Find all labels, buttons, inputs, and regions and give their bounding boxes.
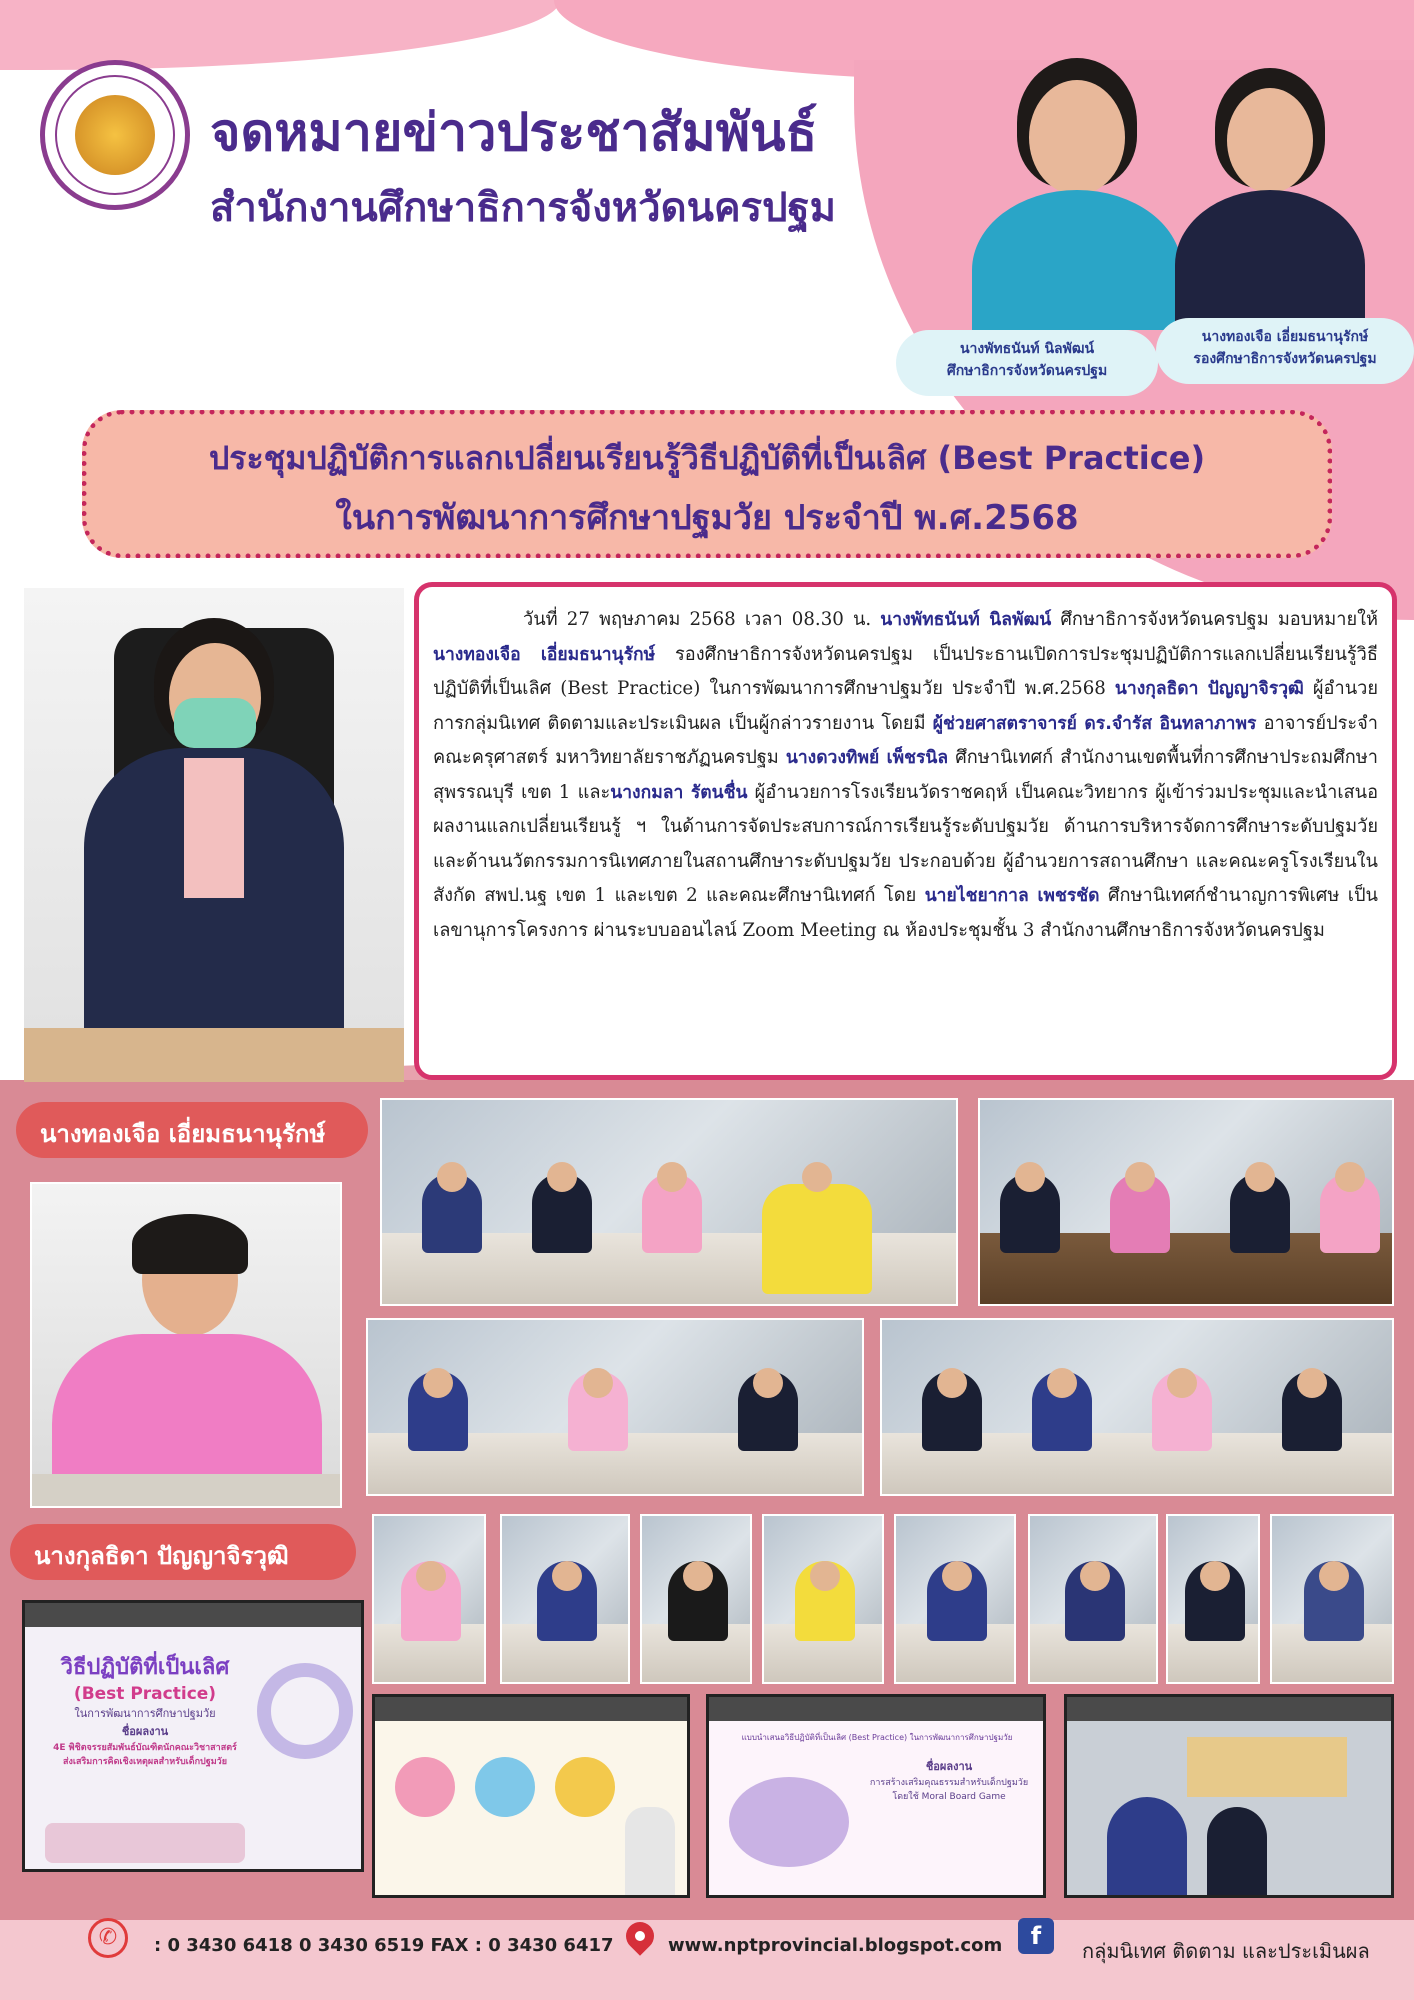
caption-director — [896, 330, 1158, 396]
slide2-line3: การสร้างเสริมคุณธรรมสำหรับเด็กปฐมวัย — [869, 1778, 1029, 1788]
meeting-photo-4 — [880, 1318, 1394, 1496]
photo-label-reporter: นางกุลธิดา ปัญญาจิรวุฒิ — [10, 1524, 356, 1580]
participant-photo-2 — [500, 1514, 630, 1684]
event-banner — [82, 410, 1332, 558]
meeting-photo-2 — [978, 1098, 1394, 1306]
slide-subtitle: (Best Practice) — [73, 1684, 217, 1704]
slide-line6: ส่งเสริมการคิดเชิงเหตุผลสำหรับเด็กปฐมวัย — [63, 1757, 227, 1767]
article-text: วันที่ 27 พฤษภาคม 2568 เวลา 08.30 น. นางพัทธนันท์ นิลพัฒน์ ศึกษาธิการจังหวัดนครปฐม มอบหมายให้ นางทองเจือ เอี่ยมธนานุรักษ์ รองศึกษาธิการจังหวัดนครปฐม เป็นประธานเปิดการประชุมปฏิบัติการแลกเปลี่ยนเรียนรู้วิธีปฏิบัติที่เป็นเลิศ (Best Practice) ในการพัฒนาการศึกษาปฐมวัย ประจำปี พ.ศ.2568 นางกุลธิดา ปัญญาจิรวุฒิ ผู้อำนวยการกลุ่มนิเทศ ติดตามและประเมินผล เป็นผู้กล่าวรายงาน โดยมี ผู้ช่วยศาสตราจารย์ ดร.จำรัส อินทลาภาพร อาจารย์ประจำคณะครุศาสตร์ มหาวิทยาลัยราชภัฏนครปฐม นางดวงทิพย์ เพ็ชรนิล ศึกษานิเทศก์ สำนักงานเขตพื้นที่การศึกษาประถมศึกษาสุพรรณบุรี เขต 1 และนางกมลา รัตนชื่น ผู้อำนวยการโรงเรียนวัดราชคฤห์ เป็นคณะวิทยากร ผู้เข้าร่วมประชุมและนำเสนอผลงานแลกเปลี่ยนเรียนรู้ ฯ ในด้านการจัดประสบการณ์การเรียนรู้ระดับปฐมวัย ด้านการบริหารจัดการศึกษาระดับปฐมวัย และด้านนวัตกรรมการนิเทศภายในสถานศึกษาระดับปฐมวัย ประกอบด้วย ผู้อำนวยการสถานศึกษา และคณะครูโรงเรียนในสังกัด สพป.นฐ เขต 1 และเขต 2 และคณะศึกษานิเทศก์ โดย นายไชยากาล เพชรชัด ศึกษานิเทศก์ชำนาญการพิเศษ เป็นเลขานุการโครงการ ผ่านระบบออนไลน์ Zoom Meeting ณ ห้องประชุมชั้น 3 สำนักงานศึกษาธิการจังหวัดนครปฐม — [433, 609, 1379, 941]
zoom-screen-meeting-room — [1064, 1694, 1394, 1898]
photo-label-deputy: นางทองเจือ เอี่ยมธนานุรักษ์ — [16, 1102, 368, 1158]
name-speaker2: นางดวงทิพย์ เพ็ชรนิล — [785, 748, 949, 768]
slide2-line2: ชื่อผลงาน — [925, 1760, 973, 1773]
participant-photo-7 — [1166, 1514, 1260, 1684]
footer-facebook[interactable]: กลุ่มนิเทศ ติดตาม และประเมินผล — [1082, 1939, 1370, 1963]
name-speaker3: นางกมลา รัตนชื่น — [610, 782, 748, 803]
name-reporter: นางกุลธิดา ปัญญาจิรวุฒิ — [1114, 679, 1304, 699]
meeting-photo-1 — [380, 1098, 958, 1306]
caption-deputy-position: รองศึกษาธิการจังหวัดนครปฐม — [1193, 351, 1377, 367]
newsletter-title: จดหมายข่าวประชาสัมพันธ์ — [210, 103, 818, 163]
name-speaker1: ผู้ช่วยศาสตราจารย์ ดร.จำรัส อินทลาภาพร — [932, 713, 1257, 734]
participant-photo-6 — [1028, 1514, 1158, 1684]
meeting-photo-3 — [366, 1318, 864, 1496]
name-secretary: นายไชยากาล เพชรชัด — [924, 886, 1100, 906]
participant-photo-5 — [894, 1514, 1016, 1684]
footer-website[interactable]: www.nptprovincial.blogspot.com — [668, 1935, 1003, 1956]
portrait-deputy — [1170, 60, 1370, 330]
portrait-director — [962, 50, 1192, 330]
slide-line3: ในการพัฒนาการศึกษาปฐมวัย — [74, 1707, 216, 1720]
caption-deputy-name: นางทองเจือ เอี่ยมธนานุรักษ์ — [1201, 329, 1369, 345]
participant-photo-3 — [640, 1514, 752, 1684]
caption-director-name: นางพัทธนันท์ นิลพัฒน์ — [959, 341, 1095, 357]
zoom-screen-best-practice — [22, 1600, 364, 1872]
slide2-line4: โดยใช้ Moral Board Game — [892, 1792, 1006, 1802]
slide2-title: แบบนำเสนอวิธีปฏิบัติที่เป็นเลิศ (Best Practice) ในการพัฒนาการศึกษาปฐมวัย — [741, 1733, 1013, 1742]
zoom-screen-moral-board-game — [706, 1694, 1046, 1898]
caption-deputy — [1156, 318, 1414, 384]
facebook-icon: f — [1018, 1918, 1054, 1954]
participant-photo-1 — [372, 1514, 486, 1684]
name-director: นางพัทธนันท์ นิลพัฒน์ — [880, 610, 1052, 630]
footer-phone: : 0 3430 6418 0 3430 6519 FAX : 0 3430 6417 — [154, 1935, 614, 1956]
name-deputy: นางทองเจือ เอี่ยมธนานุรักษ์ — [433, 644, 656, 665]
phone-icon: ✆ — [88, 1918, 128, 1958]
slide-title: วิธีปฏิบัติที่เป็นเลิศ — [60, 1655, 230, 1680]
main-photo-chair — [24, 588, 404, 1082]
zoom-screen-presentation-1 — [372, 1694, 690, 1898]
caption-director-position: ศึกษาธิการจังหวัดนครปฐม — [946, 363, 1108, 379]
slide-line5: 4E พิชิตจรรยสัมพันธ์บัณฑิตนักคณะวิชาสาสตร์ — [53, 1743, 237, 1753]
photo-deputy-speaking — [30, 1182, 342, 1508]
logo-emblem-icon — [75, 95, 155, 175]
slide-line4: ชื่อผลงาน — [121, 1725, 169, 1738]
event-title-line2: ในการพัฒนาการศึกษาปฐมวัย ประจำปี พ.ศ.2568 — [335, 498, 1079, 538]
participant-photo-8 — [1270, 1514, 1394, 1684]
office-name: สำนักงานศึกษาธิการจังหวัดนครปฐม — [210, 185, 836, 231]
event-title-line1: ประชุมปฏิบัติการแลกเปลี่ยนเรียนรู้วิธีปฏิบัติที่เป็นเลิศ (Best Practice) — [208, 439, 1206, 477]
slide-cycle-diagram — [257, 1663, 353, 1759]
office-logo — [40, 60, 190, 210]
article-box — [414, 582, 1397, 1080]
participant-photo-4 — [762, 1514, 884, 1684]
